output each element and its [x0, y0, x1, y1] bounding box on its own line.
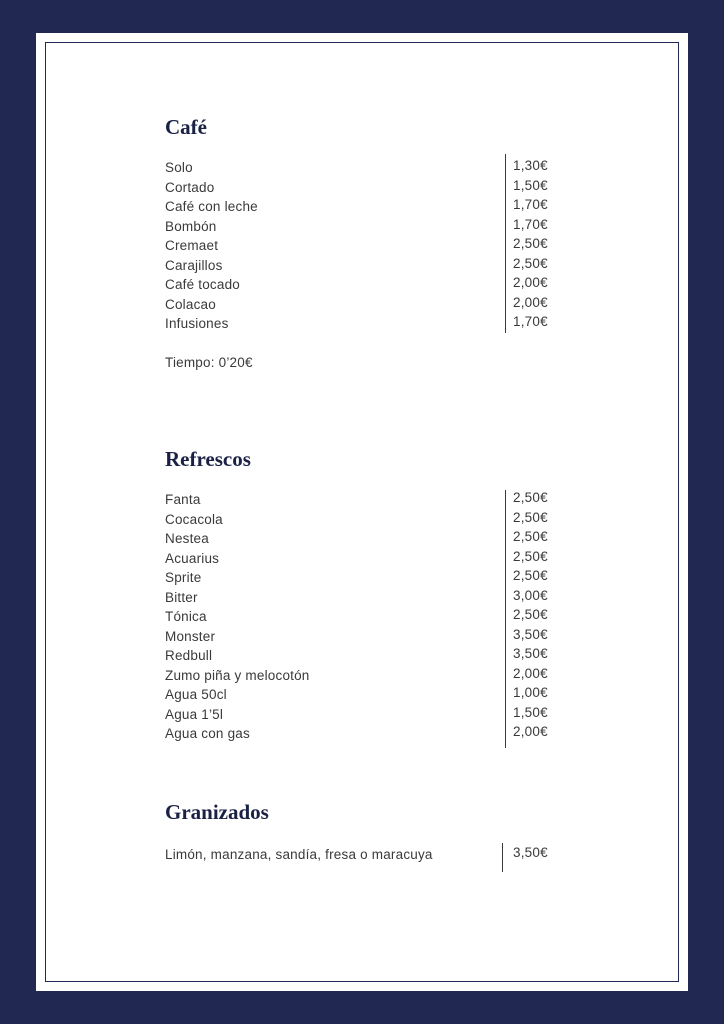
- menu-item-price: 2,00€: [513, 294, 548, 310]
- menu-item-name: Café con leche: [165, 199, 258, 214]
- menu-item-name: Agua 1’5l: [165, 706, 224, 722]
- section-title-granizados: Granizados: [165, 800, 269, 824]
- menu-item-name: Fanta: [165, 492, 201, 507]
- menu-item-price: 2,00€: [513, 724, 548, 739]
- menu-item-price: 2,50€: [513, 236, 548, 251]
- menu-item-price: 2,50€: [513, 529, 548, 544]
- menu-item-name: Solo: [165, 160, 193, 175]
- menu-item-name: Bombón: [165, 218, 217, 234]
- menu-item-price: 1,50€: [513, 704, 548, 720]
- menu-item-name: Cocacola: [165, 511, 223, 527]
- menu-item-price: 2,00€: [513, 665, 548, 681]
- menu-item-price: 3,50€: [513, 646, 548, 661]
- menu-item-price: 2,50€: [513, 509, 548, 525]
- menu-item-name: Sprite: [165, 570, 202, 585]
- menu-item-name: Cortado: [165, 179, 215, 195]
- menu-item-name: Bitter: [165, 589, 198, 605]
- menu-item-price: 3,50€: [513, 626, 548, 642]
- menu-item-price: 2,50€: [513, 568, 548, 583]
- menu-item-name: Acuarius: [165, 550, 220, 566]
- cafe-price-divider: [505, 154, 506, 333]
- granizados-list: [165, 845, 565, 865]
- menu-item-name: Nestea: [165, 531, 209, 546]
- menu-item-name: Café tocado: [165, 277, 240, 292]
- menu-item-price: 1,70€: [513, 197, 548, 212]
- menu-item-name: Limón, manzana, sandía, fresa o maracuya: [165, 847, 433, 862]
- granizados-price-divider: [502, 843, 503, 872]
- refrescos-price-divider: [505, 490, 506, 748]
- menu-item-name: Agua 50cl: [165, 687, 227, 702]
- menu-item-price: 1,00€: [513, 685, 548, 700]
- section-title-refrescos: Refrescos: [165, 447, 251, 471]
- menu-item-price: 2,50€: [513, 490, 548, 505]
- menu-item-price: 1,30€: [513, 158, 548, 173]
- menu-item-price: 1,70€: [513, 216, 548, 232]
- menu-item-price: 2,50€: [513, 548, 548, 564]
- menu-item-name: Tónica: [165, 609, 207, 624]
- menu-page: [36, 33, 688, 991]
- menu-item-price: 2,50€: [513, 255, 548, 271]
- menu-item-name: Monster: [165, 628, 216, 644]
- menu-item-price: 3,50€: [513, 845, 548, 860]
- cafe-note: Tiempo: 0’20€: [165, 355, 253, 370]
- menu-item-name: Infusiones: [165, 316, 229, 331]
- menu-item-price: 2,00€: [513, 275, 548, 290]
- menu-item-price: 1,70€: [513, 314, 548, 329]
- menu-item-price: 2,50€: [513, 607, 548, 622]
- menu-item-name: Agua con gas: [165, 726, 250, 741]
- menu-item-name: Cremaet: [165, 238, 219, 253]
- menu-item-name: Zumo piña y melocotón: [165, 667, 310, 683]
- menu-item-name: Colacao: [165, 296, 216, 312]
- menu-item-name: Redbull: [165, 648, 213, 663]
- menu-item-row: [165, 845, 565, 865]
- menu-item-price: 1,50€: [513, 177, 548, 193]
- section-title-cafe: Café: [165, 115, 207, 139]
- menu-item-price: 3,00€: [513, 587, 548, 603]
- menu-item-name: Carajillos: [165, 257, 223, 273]
